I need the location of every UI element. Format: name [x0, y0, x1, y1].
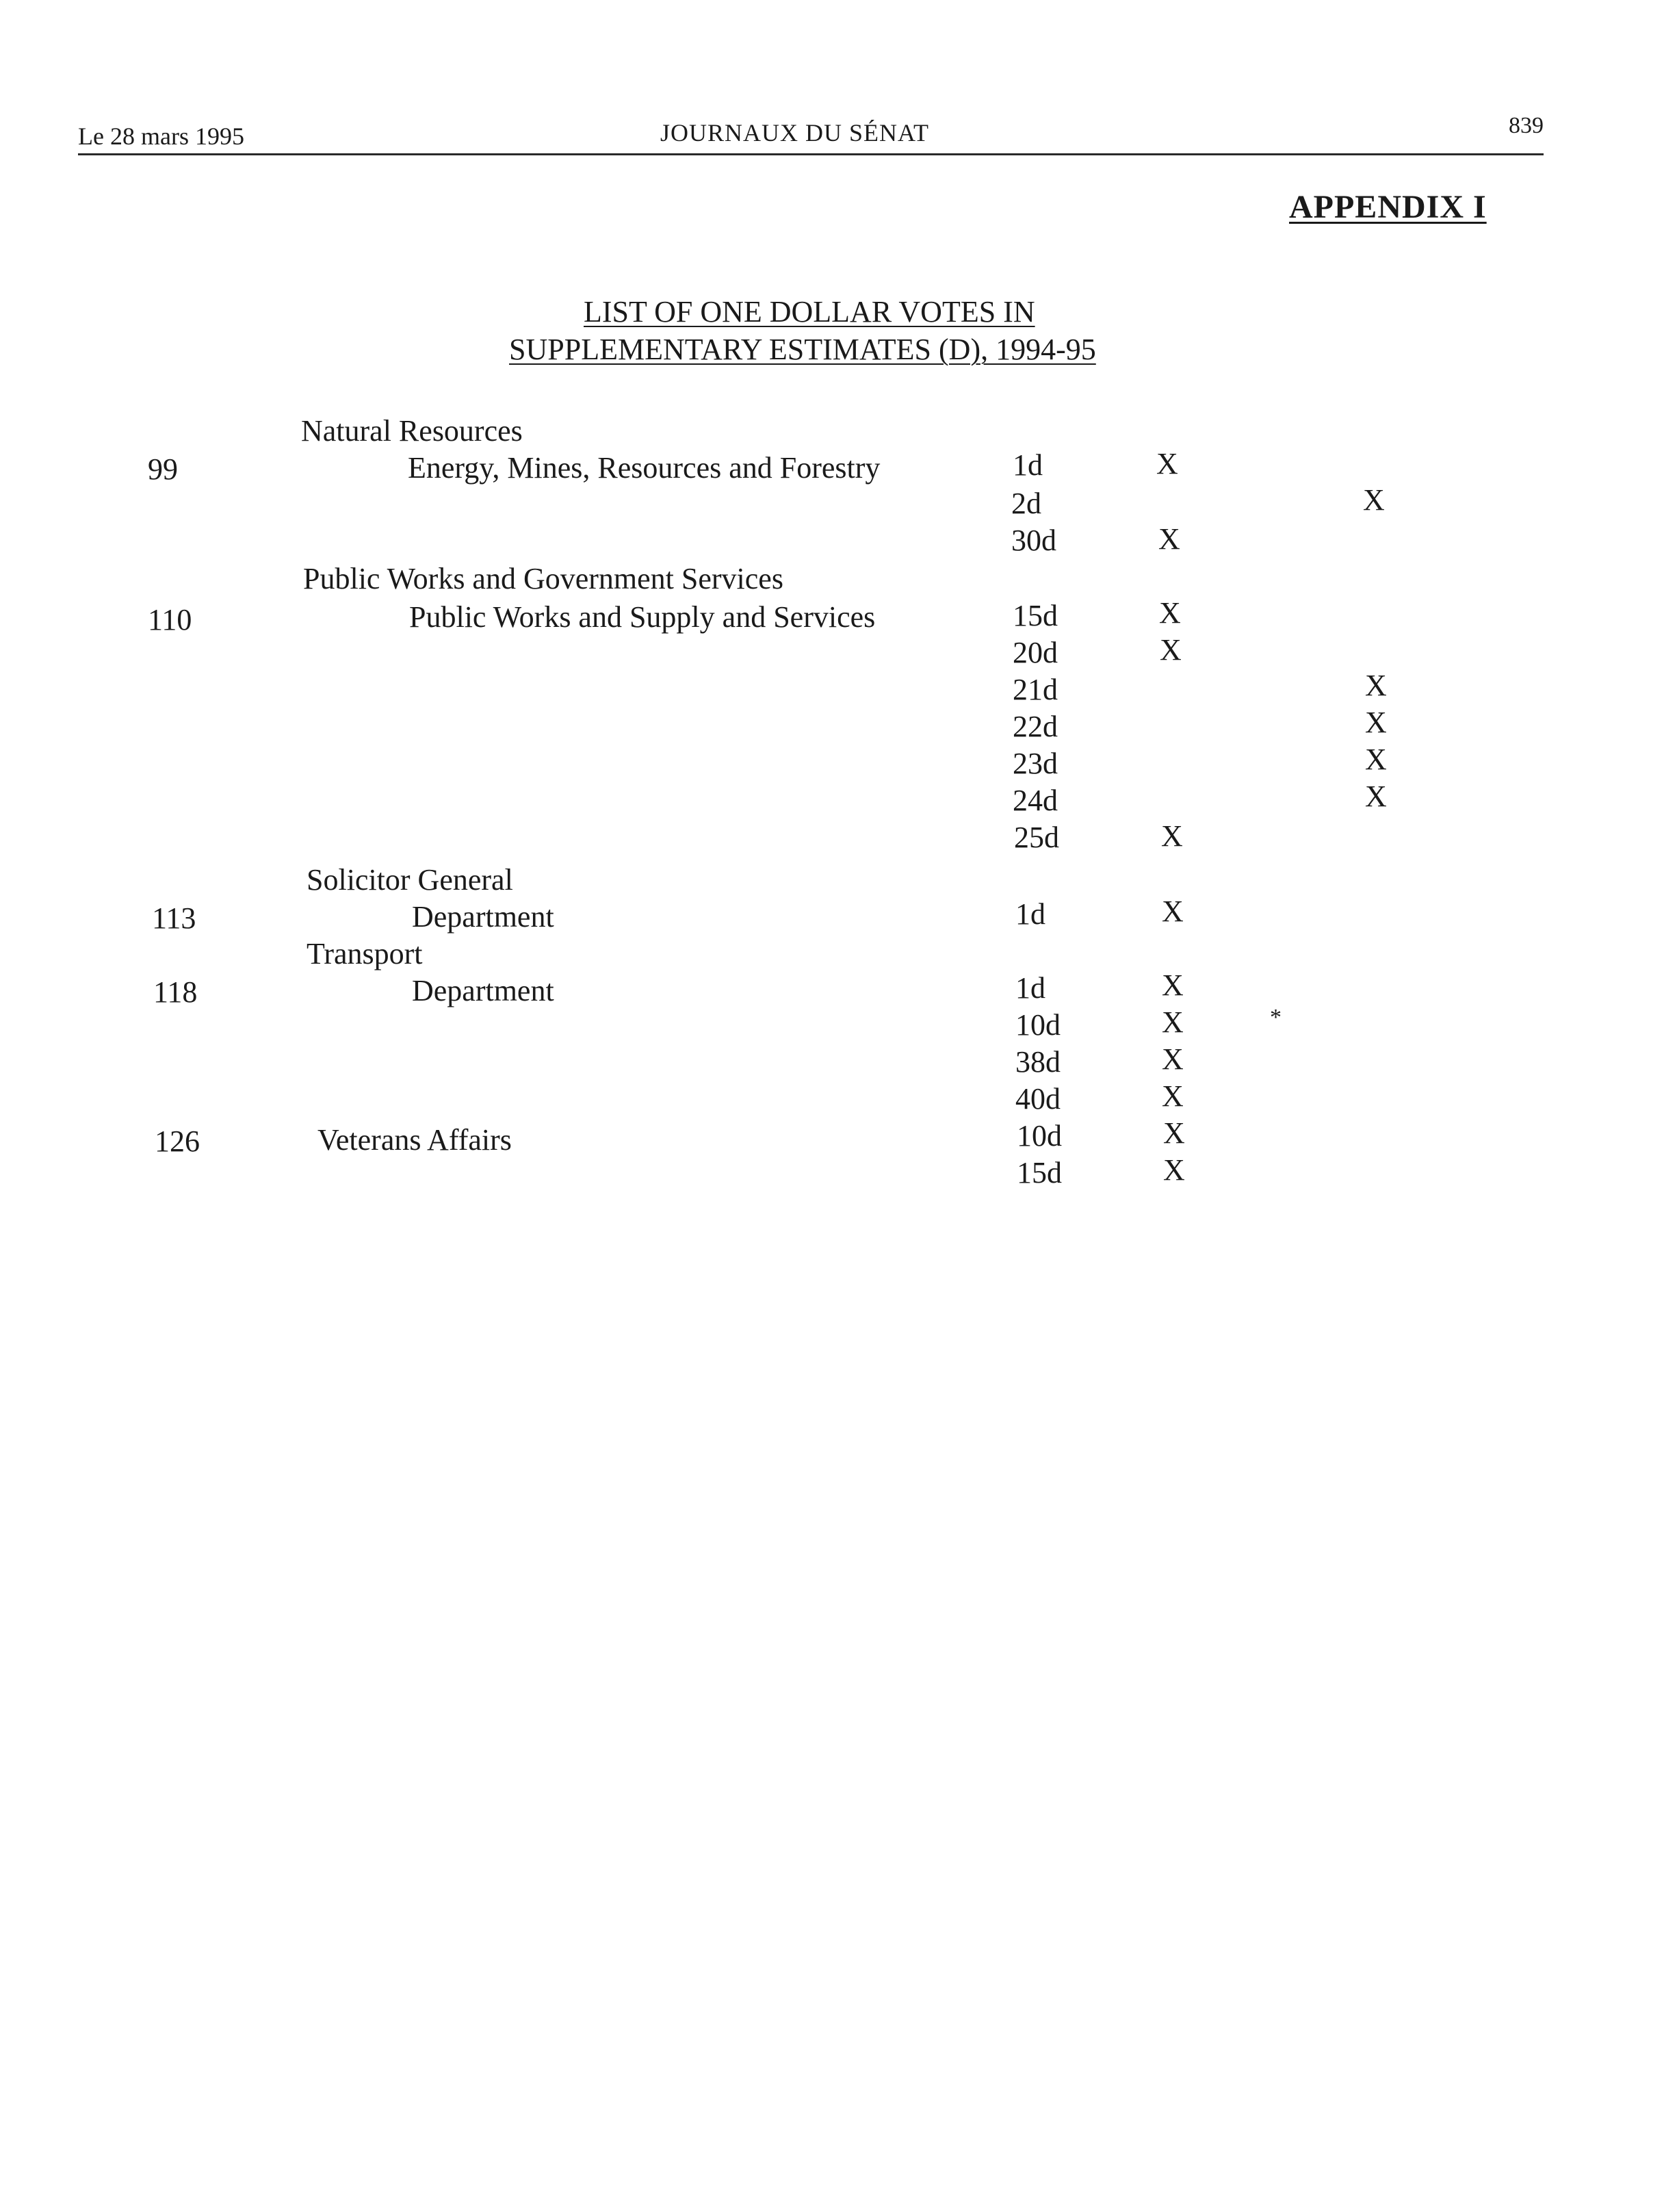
mark-x: X — [1363, 483, 1385, 517]
program-department: Department — [412, 974, 554, 1007]
mark-x: X — [1156, 447, 1178, 480]
vote-15d: 15d — [1013, 599, 1058, 632]
mark-x: X — [1365, 780, 1387, 813]
mark-x: X — [1365, 669, 1387, 702]
vote-38d: 38d — [1015, 1045, 1061, 1079]
vote-1d: 1d — [1015, 971, 1045, 1005]
vote-25d: 25d — [1014, 821, 1059, 854]
vote-30d: 30d — [1011, 524, 1056, 557]
vote-number-126: 126 — [155, 1124, 200, 1158]
mark-x: X — [1159, 596, 1181, 630]
ministry-veterans-affairs: Veterans Affairs — [317, 1123, 512, 1157]
document-title-line-1: LIST OF ONE DOLLAR VOTES IN — [584, 295, 1035, 329]
mark-x: X — [1365, 743, 1387, 776]
vote-15d: 15d — [1017, 1156, 1062, 1189]
mark-x: X — [1162, 1079, 1184, 1113]
vote-number-99: 99 — [148, 452, 178, 486]
page-number: 839 — [1509, 113, 1544, 138]
vote-10d: 10d — [1015, 1008, 1061, 1042]
header-rule — [78, 153, 1544, 155]
mark-x: X — [1163, 1153, 1185, 1187]
program-public-works-supply: Public Works and Supply and Services — [409, 600, 876, 634]
vote-2d: 2d — [1011, 487, 1041, 520]
mark-x: X — [1162, 1005, 1184, 1039]
mark-x: X — [1162, 895, 1184, 928]
ministry-transport: Transport — [307, 937, 423, 970]
ministry-natural-resources: Natural Resources — [301, 414, 523, 448]
vote-number-118: 118 — [153, 975, 198, 1009]
vote-21d: 21d — [1013, 673, 1058, 706]
vote-1d: 1d — [1015, 897, 1045, 931]
mark-x: X — [1163, 1116, 1185, 1150]
header-journal-title: JOURNAUX DU SÉNAT — [660, 119, 930, 146]
program-energy-mines: Energy, Mines, Resources and Forestry — [408, 451, 881, 485]
asterisk-note-marker: * — [1270, 1005, 1282, 1030]
vote-number-110: 110 — [148, 603, 192, 636]
vote-10d: 10d — [1017, 1119, 1062, 1153]
mark-x: X — [1162, 968, 1184, 1002]
ministry-public-works: Public Works and Government Services — [303, 562, 783, 595]
vote-23d: 23d — [1013, 747, 1058, 780]
ministry-solicitor-general: Solicitor General — [307, 863, 513, 897]
vote-1d: 1d — [1013, 448, 1043, 482]
mark-x: X — [1161, 819, 1183, 853]
mark-x: X — [1158, 522, 1180, 556]
program-department: Department — [412, 900, 554, 934]
document-title-line-2: SUPPLEMENTARY ESTIMATES (D), 1994-95 — [509, 333, 1096, 366]
mark-x: X — [1160, 633, 1182, 667]
mark-x: X — [1365, 706, 1387, 739]
mark-x: X — [1162, 1042, 1184, 1076]
vote-40d: 40d — [1015, 1082, 1061, 1116]
header-date: Le 28 mars 1995 — [78, 123, 244, 150]
appendix-label: APPENDIX I — [1289, 189, 1487, 225]
vote-20d: 20d — [1013, 636, 1058, 669]
vote-22d: 22d — [1013, 710, 1058, 743]
vote-24d: 24d — [1013, 784, 1058, 817]
vote-number-113: 113 — [152, 901, 196, 935]
